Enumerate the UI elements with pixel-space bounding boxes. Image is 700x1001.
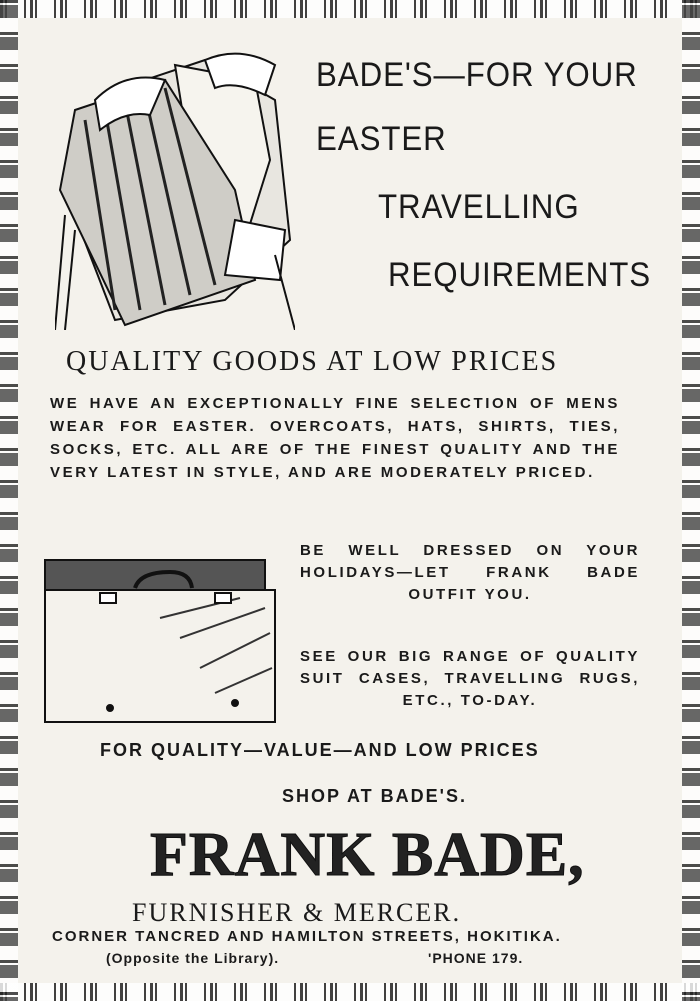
headline-line-1: BADE'S—FOR YOUR (316, 56, 638, 94)
quality-title: QUALITY GOODS AT LOW PRICES (66, 346, 559, 377)
decorative-border-bottom (0, 983, 700, 1001)
decorative-border-right (682, 0, 700, 1001)
selection-paragraph: WE HAVE AN EXCEPTIONALLY FINE SELECTION OF MENS WEAR FOR EASTER. OVERCOATS, HATS, SHIRTS, TIES, SOCKS, ETC. ALL ARE OF THE FINEST QUALITY AND THE VERY LATEST IN STYLE, AND ARE MODERATELY PRICED. (50, 395, 620, 481)
trade-title: FURNISHER & MERCER. (132, 898, 462, 927)
decorative-border-left (0, 0, 18, 1001)
decorative-border-top (0, 0, 700, 18)
headline-line-2: EASTER (316, 120, 447, 158)
suitcase-illustration (40, 558, 280, 728)
shop-line: SHOP AT BADE'S. (282, 786, 467, 806)
shirts-illustration (55, 40, 295, 330)
dressed-paragraph: BE WELL DRESSED ON YOUR HOLIDAYS—LET FRANK BADE OUTFIT YOU. (300, 542, 640, 603)
phone-number: 'PHONE 179. (428, 950, 524, 966)
suitcases-paragraph: SEE OUR BIG RANGE OF QUALITY SUIT CASES, TRAVELLING RUGS, ETC., TO-DAY. (300, 648, 640, 709)
slogan: FOR QUALITY—VALUE—AND LOW PRICES (100, 740, 540, 760)
headline-line-4: REQUIREMENTS (388, 256, 652, 294)
address-line: CORNER TANCRED AND HAMILTON STREETS, HOKITIKA. (52, 928, 562, 945)
headline-line-3: TRAVELLING (378, 188, 580, 226)
business-name: FRANK BADE, (150, 821, 585, 889)
opposite-note: (Opposite the Library). (106, 950, 280, 966)
